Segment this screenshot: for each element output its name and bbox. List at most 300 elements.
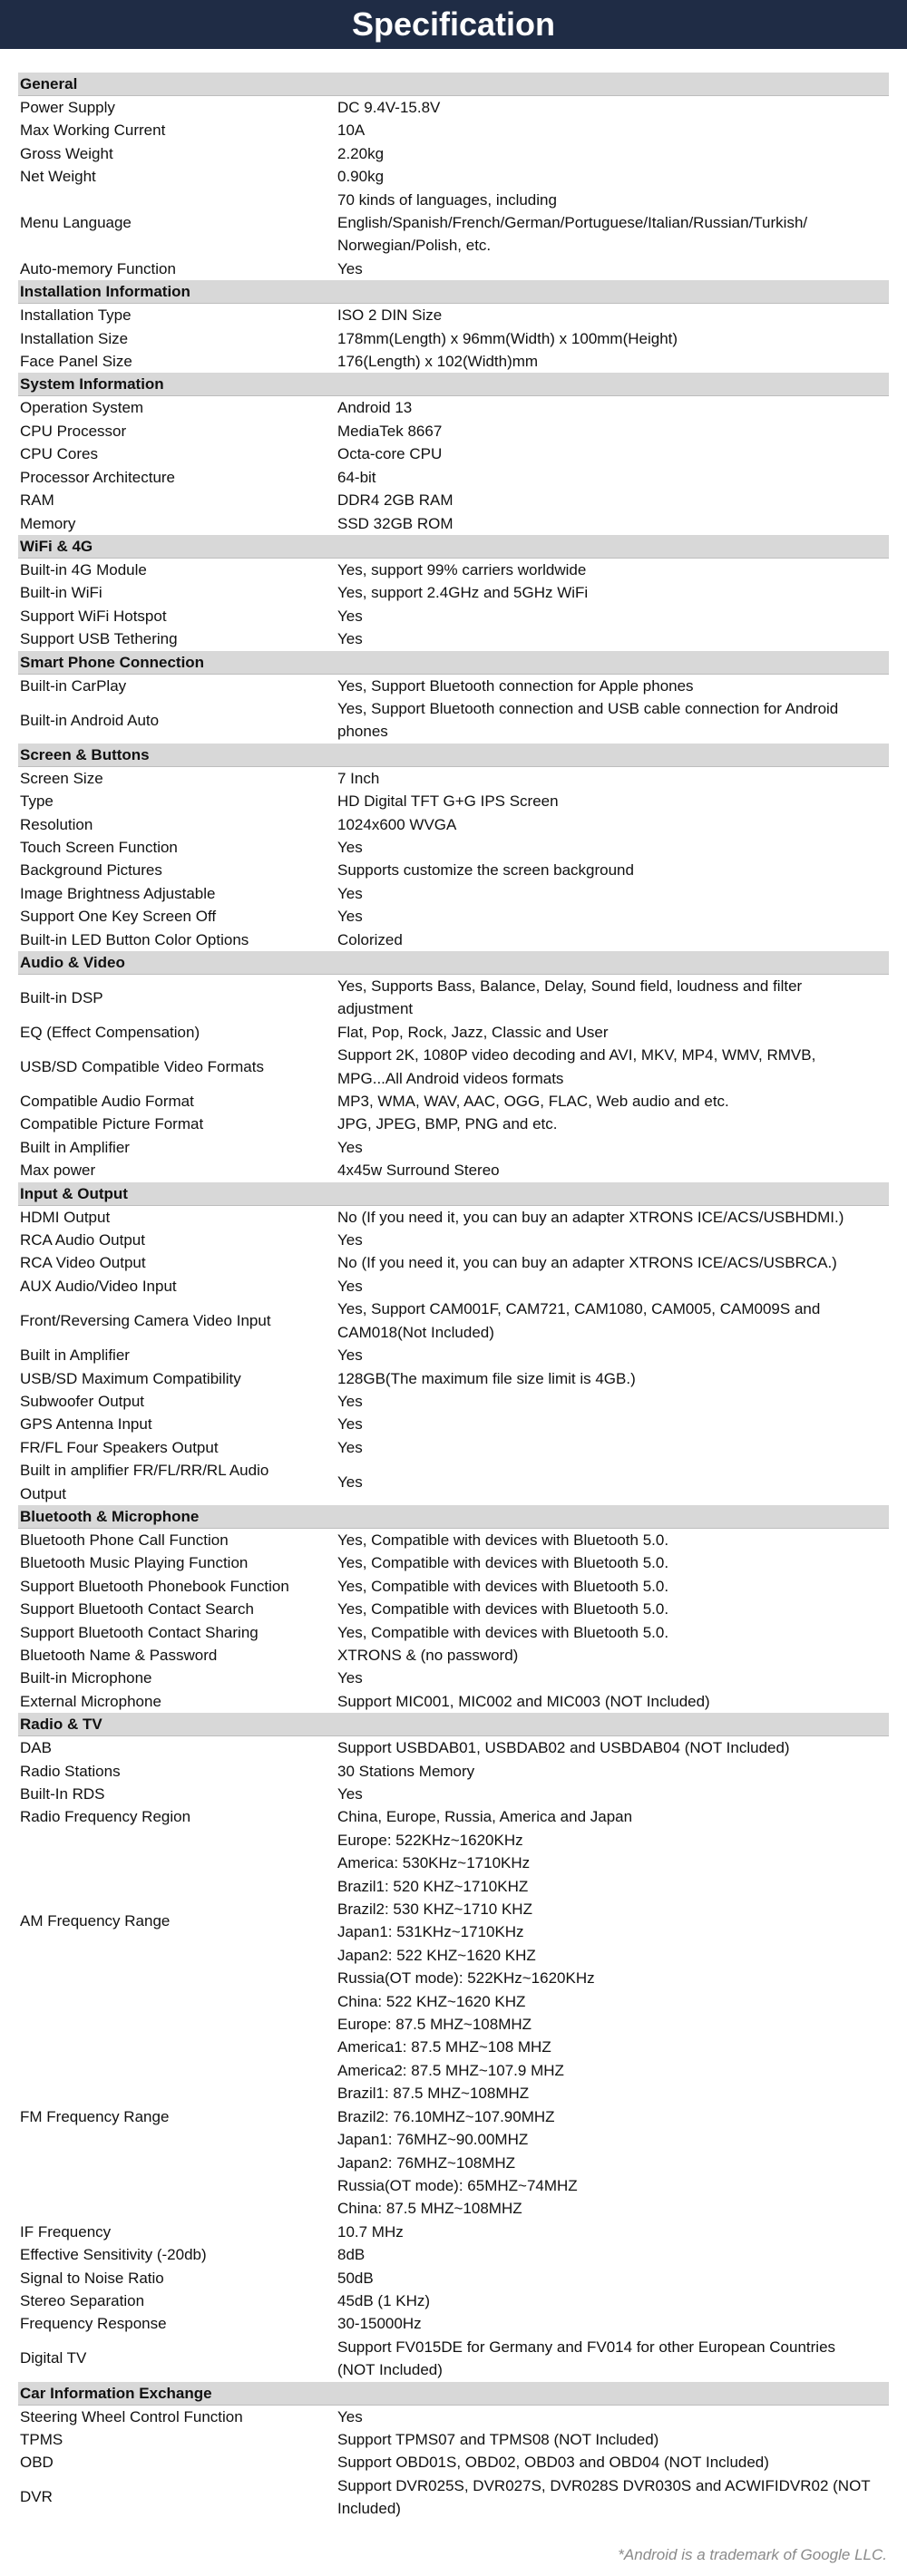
spec-value [337,1251,889,1274]
spec-label: Compatible Audio Format [20,1093,194,1111]
spec-value-line: Yes [337,630,363,648]
spec-value [337,1760,889,1783]
spec-value-line: China: 522 KHZ~1620 KHZ [337,1992,526,2010]
spec-label: Compatible Picture Format [20,1115,204,1133]
spec-label: RAM [20,491,54,510]
spec-row [18,2428,889,2451]
spec-value-line: JPG, JPEG, BMP, PNG and etc. [337,1115,558,1133]
spec-label: Support Bluetooth Contact Sharing [20,1623,258,1641]
spec-table [18,73,889,2521]
spec-value-line: Yes [337,1438,363,1456]
spec-value-line: 64-bit [337,468,376,486]
spec-label: Power Supply [20,99,115,116]
spec-value [337,790,889,812]
spec-row [18,1206,889,1229]
spec-value-line: America1: 87.5 MHZ~108 MHZ [337,2038,551,2056]
spec-value-line: Brazil1: 520 KHZ~1710KHZ [337,1877,529,1895]
spec-value [337,675,889,697]
spec-value [337,1829,889,2013]
section-header: Input & Output [18,1182,889,1206]
spec-value-line: Yes [337,259,363,277]
spec-row [18,1736,889,1759]
spec-value-line: 178mm(Length) x 96mm(Width) x 100mm(Height) [337,329,678,347]
spec-value-line: Colorized [337,930,403,948]
spec-row [18,1367,889,1390]
spec-value-line: Japan2: 76MHZ~108MHZ [337,2153,516,2172]
spec-value-line: Yes, support 99% carriers worldwide [337,560,587,578]
spec-value-line: Yes, Support Bluetooth connection for Apple phones [337,676,694,695]
spec-value [337,1159,889,1181]
spec-value [337,1690,889,1713]
spec-value-line: Yes [337,1785,363,1803]
spec-label: Subwoofer Output [20,1392,145,1410]
spec-row [18,581,889,604]
spec-row [18,605,889,627]
spec-value-line: Yes [337,908,363,926]
spec-value-line: No (If you need it, you can buy an adapter XTRONS ICE/ACS/USBRCA.) [337,1254,837,1272]
spec-row [18,142,889,165]
spec-label: Screen Size [20,769,103,787]
spec-row [18,442,889,465]
spec-row [18,466,889,489]
spec-row [18,1344,889,1366]
spec-value-line: Yes, Compatible with devices with Bluetooth 5.0. [337,1554,669,1572]
spec-value [337,859,889,881]
spec-label: Type [20,792,54,811]
spec-value-line: Brazil1: 87.5 MHZ~108MHZ [337,2085,530,2103]
spec-row [18,975,889,1021]
spec-row [18,2013,889,2221]
spec-value-line: 2.20kg [337,144,385,162]
spec-label: Resolution [20,815,93,833]
spec-value-line: Japan2: 522 KHZ~1620 KHZ [337,1946,536,1964]
spec-label: CPU Processor [20,422,127,440]
spec-row [18,96,889,119]
spec-value-line: DC 9.4V-15.8V [337,99,441,116]
spec-label: Radio Frequency Region [20,1808,191,1826]
spec-value-line: Flat, Pop, Rock, Jazz, Classic and User [337,1023,609,1041]
spec-value [337,1471,889,1493]
spec-value-line: Yes, Compatible with devices with Bluetooth 5.0. [337,1623,669,1641]
spec-value-line: Yes [337,1392,363,1410]
spec-value [337,327,889,350]
spec-row [18,2289,889,2312]
spec-value-line: Yes [337,1415,363,1434]
spec-value [337,836,889,859]
spec-value [337,1413,889,1435]
spec-row [18,767,889,790]
spec-value [337,1344,889,1366]
spec-value [337,1644,889,1667]
spec-value-line: Support MIC001, MIC002 and MIC003 (NOT Included) [337,1692,710,1710]
spec-value [337,1783,889,1805]
spec-value [337,1044,889,1090]
spec-value [337,142,889,165]
spec-value [337,1529,889,1551]
spec-row [18,2267,889,2289]
spec-value-line: Yes [337,2407,363,2425]
spec-value [337,258,889,280]
spec-value [337,697,889,744]
spec-row [18,1575,889,1598]
spec-value [337,627,889,650]
spec-label: EQ (Effect Compensation) [20,1023,200,1041]
spec-row [18,1459,889,1505]
spec-label: DAB [20,1739,52,1757]
spec-value-line: Android 13 [337,399,413,417]
spec-value [337,1021,889,1044]
spec-label: Gross Weight [20,144,113,162]
spec-row [18,1805,889,1828]
spec-row [18,1690,889,1713]
spec-value-line: Yes, Compatible with devices with Bluetooth 5.0. [337,1600,669,1619]
spec-value-line: Yes [337,1473,363,1491]
spec-row [18,1829,889,2013]
spec-value-line: 10.7 MHz [337,2222,404,2241]
spec-value-line: Yes, Support CAM001F, CAM721, CAM1080, CAM005, CAM009S and [337,1300,821,1318]
spec-value [337,2312,889,2335]
spec-row [18,1783,889,1805]
spec-value [337,1113,889,1135]
spec-row [18,1113,889,1135]
section-header: System Information [18,373,889,396]
spec-row [18,119,889,141]
spec-value [337,2243,889,2266]
spec-value-line: phones [337,723,388,741]
spec-row [18,1136,889,1159]
spec-label: Signal to Noise Ratio [20,2269,164,2287]
spec-value [337,1667,889,1689]
spec-label: Support One Key Screen Off [20,908,217,926]
spec-value-line: Support FV015DE for Germany and FV014 for other European Countries [337,2338,836,2356]
spec-value [337,350,889,373]
spec-label: Steering Wheel Control Function [20,2407,243,2425]
spec-row [18,928,889,951]
section-header: WiFi & 4G [18,535,889,559]
spec-value [337,1229,889,1251]
spec-row [18,1090,889,1113]
spec-label: Radio Stations [20,1762,121,1780]
spec-value [337,1136,889,1159]
spec-value-line: 8dB [337,2246,366,2264]
spec-row [18,2451,889,2474]
spec-value-line: Support 2K, 1080P video decoding and AVI, MKV, MP4, WMV, RMVB, [337,1046,816,1064]
spec-value-line: SSD 32GB ROM [337,514,454,532]
spec-label: Image Brightness Adjustable [20,884,216,902]
section-header: General [18,73,889,96]
spec-value [337,1390,889,1413]
spec-value-line: 176(Length) x 102(Width)mm [337,353,539,371]
spec-value-line: ISO 2 DIN Size [337,306,443,325]
spec-value [337,442,889,465]
spec-label: IF Frequency [20,2222,112,2241]
spec-row [18,790,889,812]
spec-value-line: 1024x600 WVGA [337,815,457,833]
spec-value [337,2336,889,2382]
spec-value-line: 7 Inch [337,769,380,787]
spec-value-line: Support USBDAB01, USBDAB02 and USBDAB04 (NOT Included) [337,1739,790,1757]
spec-value-line: Yes, Compatible with devices with Bluetooth 5.0. [337,1531,669,1549]
spec-value [337,2406,889,2428]
spec-value-line: (NOT Included) [337,2361,443,2379]
spec-row [18,1275,889,1298]
spec-value-line: MPG...All Android videos formats [337,1069,564,1087]
spec-value-line: Yes, Compatible with devices with Bluetooth 5.0. [337,1577,669,1595]
spec-value [337,304,889,326]
spec-label: Processor Architecture [20,468,176,486]
spec-label: Built-in 4G Module [20,560,147,578]
spec-value [337,559,889,581]
spec-value [337,975,889,1021]
spec-label: USB/SD Compatible Video Formats [20,1057,264,1075]
spec-label: Max power [20,1162,96,1180]
spec-label: Built-in Android Auto [20,711,160,729]
section-header: Car Information Exchange [18,2382,889,2406]
spec-value [337,1598,889,1620]
spec-row [18,2336,889,2382]
spec-value-line: Brazil2: 530 KHZ~1710 KHZ [337,1900,532,1919]
spec-value [337,2428,889,2451]
spec-row [18,1021,889,1044]
spec-value-line: Japan1: 531KHz~1710KHz [337,1923,524,1941]
spec-row [18,420,889,442]
spec-row [18,396,889,419]
spec-row [18,859,889,881]
spec-value-line: Russia(OT mode): 522KHz~1620KHz [337,1969,595,1988]
spec-label: FR/FL Four Speakers Output [20,1438,219,1456]
spec-label: Max Working Current [20,122,166,140]
spec-row [18,258,889,280]
spec-label: RCA Video Output [20,1254,146,1272]
spec-value-line: 50dB [337,2269,374,2287]
spec-value-line: 10A [337,122,366,140]
spec-label: Operation System [20,399,144,417]
spec-value-line: Europe: 87.5 MHZ~108MHZ [337,2016,532,2034]
spec-row [18,489,889,511]
spec-label: Installation Type [20,306,132,325]
section-header: Bluetooth & Microphone [18,1505,889,1529]
spec-label: Installation Size [20,329,129,347]
spec-row [18,882,889,905]
spec-row [18,189,889,258]
spec-row [18,1598,889,1620]
spec-value-line: Support DVR025S, DVR027S, DVR028S DVR030S and ACWIFIDVR02 (NOT [337,2476,871,2494]
spec-value [337,119,889,141]
spec-value [337,813,889,836]
spec-value-line: No (If you need it, you can buy an adapter XTRONS ICE/ACS/USBHDMI.) [337,1208,844,1226]
spec-row [18,697,889,744]
spec-value-line: America: 530KHz~1710KHz [337,1854,531,1872]
spec-value-line: 0.90kg [337,168,385,186]
spec-value-line: Yes, Supports Bass, Balance, Delay, Sound field, loudness and filter [337,977,803,995]
spec-value [337,2267,889,2289]
spec-value-line: Yes [337,1346,363,1365]
spec-row [18,165,889,188]
spec-value [337,2013,889,2221]
spec-row [18,1667,889,1689]
spec-label: CPU Cores [20,445,98,463]
spec-label: AM Frequency Range [20,1911,171,1930]
spec-label: Auto-memory Function [20,259,176,277]
spec-label: External Microphone [20,1692,161,1710]
spec-value [337,165,889,188]
spec-row [18,2312,889,2335]
spec-value [337,2474,889,2521]
spec-label: HDMI Output [20,1208,111,1226]
spec-label: TPMS [20,2430,63,2448]
spec-label: Background Pictures [20,861,162,880]
spec-value [337,605,889,627]
spec-label: Menu Language [20,214,132,232]
spec-value-line: Yes [337,1138,363,1156]
spec-row [18,1436,889,1459]
spec-value-line: adjustment [337,1000,414,1018]
spec-label: Memory [20,514,76,532]
spec-value-line: Yes [337,607,363,625]
spec-row [18,1251,889,1274]
spec-value [337,1206,889,1229]
spec-value [337,882,889,905]
spec-value-line: 70 kinds of languages, including [337,190,557,209]
spec-label: Frequency Response [20,2315,167,2333]
spec-value-line: 45dB (1 KHz) [337,2291,431,2309]
spec-row [18,2406,889,2428]
spec-label: Bluetooth Music Playing Function [20,1554,249,1572]
spec-value-line: English/Spanish/French/German/Portuguese/Italian/Russian/Turkish/ [337,214,808,232]
spec-value-line: Yes [337,1231,363,1249]
spec-row [18,327,889,350]
spec-label: Support Bluetooth Contact Search [20,1600,254,1619]
spec-row [18,2243,889,2266]
spec-label: Support USB Tethering [20,630,178,648]
spec-label: Bluetooth Name & Password [20,1646,218,1664]
spec-row [18,304,889,326]
spec-value-line: 4x45w Surround Stereo [337,1162,500,1180]
spec-value-line: 30 Stations Memory [337,1762,475,1780]
spec-row [18,2474,889,2521]
spec-value-line: 30-15000Hz [337,2315,422,2333]
spec-label: Built in Amplifier [20,1138,130,1156]
spec-value [337,396,889,419]
spec-value-line: CAM018(Not Included) [337,1323,494,1341]
spec-value [337,96,889,119]
spec-value [337,489,889,511]
spec-row [18,813,889,836]
spec-value-line: China, Europe, Russia, America and Japan [337,1808,633,1826]
section-header: Audio & Video [18,951,889,975]
spec-value [337,2221,889,2243]
spec-row [18,350,889,373]
spec-row [18,512,889,535]
spec-value [337,1621,889,1644]
spec-value-line: Europe: 522KHz~1620KHz [337,1831,523,1849]
spec-value-line: DDR4 2GB RAM [337,491,454,510]
spec-label: Built-in LED Button Color Options [20,930,249,948]
spec-value [337,1551,889,1574]
spec-row [18,1413,889,1435]
spec-label: Built-in Microphone [20,1669,152,1687]
spec-value [337,928,889,951]
trademark-footnote: *Android is a trademark of Google LLC. [618,2545,887,2563]
spec-label: Touch Screen Function [20,838,178,856]
spec-label: Built-in WiFi [20,584,102,602]
spec-label-line: Output [20,1484,67,1502]
spec-value-line: China: 87.5 MHZ~108MHZ [337,2200,522,2218]
spec-label [18,1459,337,1505]
spec-value-line: Support TPMS07 and TPMS08 (NOT Included) [337,2430,659,2448]
spec-value [337,905,889,928]
spec-value [337,1736,889,1759]
spec-value-line: Russia(OT mode): 65MHZ~74MHZ [337,2176,578,2194]
spec-label: Support Bluetooth Phonebook Function [20,1577,289,1595]
spec-row [18,627,889,650]
spec-value [337,189,889,258]
spec-row [18,1159,889,1181]
spec-row [18,1044,889,1090]
spec-row [18,2221,889,2243]
section-header: Installation Information [18,280,889,304]
spec-row [18,559,889,581]
spec-label: Effective Sensitivity (-20db) [20,2246,207,2264]
spec-label: Built-in DSP [20,988,103,1006]
spec-label: Digital TV [20,2349,87,2367]
spec-value [337,767,889,790]
spec-value-line: Yes [337,838,363,856]
spec-value-line: Supports customize the screen background [337,861,634,880]
spec-row [18,1621,889,1644]
spec-label: GPS Antenna Input [20,1415,152,1434]
spec-label: AUX Audio/Video Input [20,1277,177,1295]
spec-label: OBD [20,2454,54,2472]
spec-row [18,905,889,928]
section-header: Screen & Buttons [18,744,889,767]
spec-value [337,1275,889,1298]
spec-value-line: XTRONS & (no password) [337,1646,519,1664]
spec-value-line: Japan1: 76MHZ~90.00MHZ [337,2131,529,2149]
spec-label-line: Built in amplifier FR/FL/RR/RL Audio [20,1462,269,1480]
spec-value-line: Brazil2: 76.10MHZ~107.90MHZ [337,2107,555,2125]
spec-value [337,512,889,535]
spec-value [337,581,889,604]
page-title: Specification [0,0,907,49]
spec-label: Stereo Separation [20,2291,145,2309]
spec-label: RCA Audio Output [20,1231,145,1249]
spec-value-line: Yes [337,1669,363,1687]
section-header: Radio & TV [18,1713,889,1736]
spec-value [337,1436,889,1459]
spec-value-line: HD Digital TFT G+G IPS Screen [337,792,559,811]
spec-row [18,1760,889,1783]
spec-value [337,1298,889,1344]
spec-label: Face Panel Size [20,353,132,371]
spec-label: DVR [20,2488,53,2506]
spec-row [18,1529,889,1551]
spec-value-line: Included) [337,2500,401,2518]
spec-value [337,1805,889,1828]
spec-row [18,836,889,859]
spec-row [18,675,889,697]
spec-label: USB/SD Maximum Compatibility [20,1369,241,1387]
spec-value [337,1090,889,1113]
spec-value-line: Octa-core CPU [337,445,443,463]
spec-label: Support WiFi Hotspot [20,607,167,625]
spec-label: Bluetooth Phone Call Function [20,1531,229,1549]
spec-value [337,466,889,489]
spec-value [337,420,889,442]
spec-value-line: Support OBD01S, OBD02, OBD03 and OBD04 (NOT Included) [337,2454,769,2472]
spec-value-line: Yes [337,1277,363,1295]
spec-label: Net Weight [20,168,96,186]
